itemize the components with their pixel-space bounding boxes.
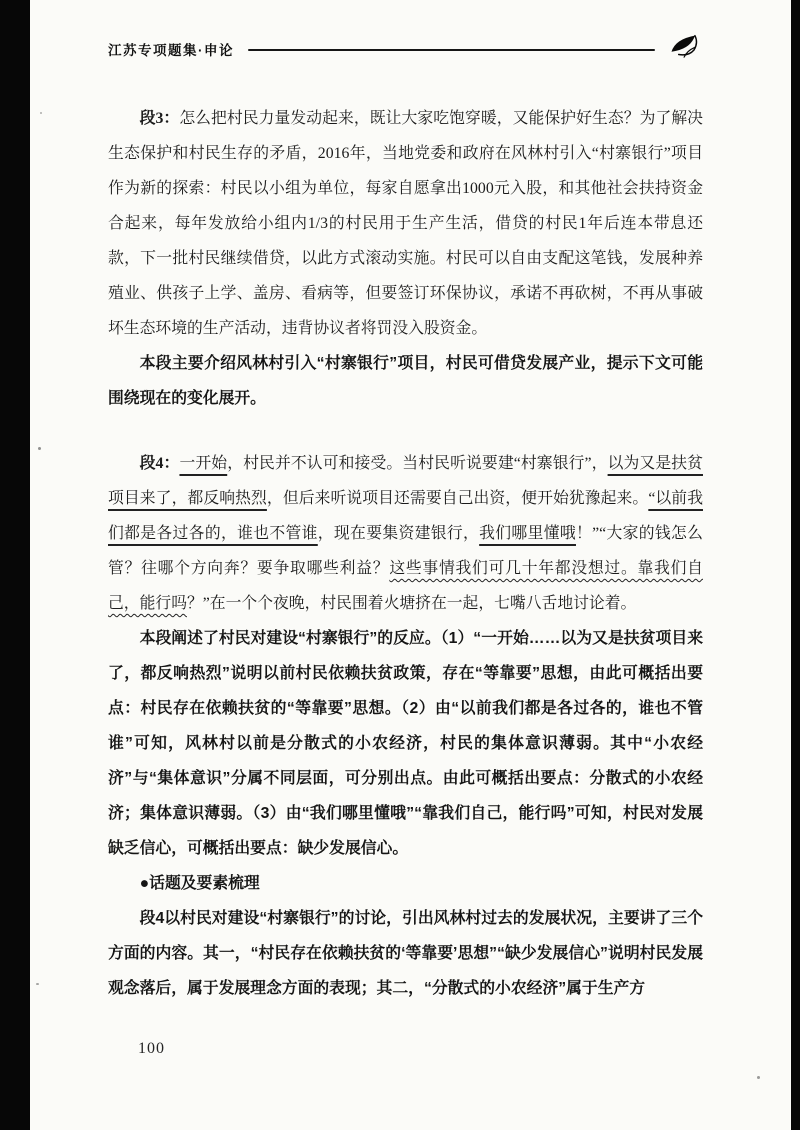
duan4-segment-underlined: 以为又是扶贫项目来了，都反响热烈 — [108, 455, 703, 507]
duan4-segment: ？”在一个个夜晚，村民围着火塘挤在一起，七嘴八舌地讨论着。 — [187, 595, 637, 612]
paragraph-duan4 — [108, 446, 703, 621]
paragraph-summary — [108, 901, 703, 1006]
summary-text: 段4以村民对建设“村寨银行”的讨论，引出风林村过去的发展状况，主要讲了三个方面的内容。其一，“村民存在依赖扶贫的‘等靠要’思想”“缺少发展信心”说明村民发展观念落后，属于发展理念方面的表现；其二，“分散式的小农经济”属于生产方 — [108, 910, 703, 997]
scan-speck — [757, 1076, 760, 1079]
duan4-analysis-text: 本段阐述了村民对建设“村寨银行”的反应。（1）“一开始……以为又是扶贫项目来了，都反响热烈”说明以前村民依赖扶贫政策，存在“等靠要”思想，由此可概括出要点：村民存在依赖扶贫的“等靠要”思想。（2）由“以前我们都是各过各的，谁也不管谁”可知，风林村以前是分散式的小农经济，村民的集体意识薄弱。其中“小农经济”与“集体意识”分属不同层面，可分别出点。由此可概括出要点：分散式的小农经济；集体意识薄弱。（3）由“我们哪里懂哦”“靠我们自己，能行吗”可知，村民对发展缺乏信心，可概括出要点：缺少发展信心。 — [108, 630, 703, 857]
paragraph-duan3 — [108, 101, 703, 346]
bullet-heading — [108, 866, 703, 901]
duan4-segment-wavy-underlined: 这些事情我们可几十年都没想过。靠我们自己，能行吗 — [108, 560, 703, 612]
page-body — [108, 101, 703, 1006]
leaf-icon — [667, 32, 703, 59]
page-header — [108, 38, 703, 59]
duan4-segment: ，但后来听说项目还需要自己出资，便开始犹豫起来。 — [266, 490, 649, 507]
duan4-segment-underlined: 我们哪里懂哦 — [479, 525, 576, 542]
duan3-analysis-text: 本段主要介绍风林村引入“村寨银行”项目，村民可借贷发展产业，提示下文可能围绕现在的变化展开。 — [108, 355, 703, 407]
duan4-segment: ！”“大家的钱怎么管？往哪个方向奔？要争取哪些利益？ — [108, 525, 703, 577]
bullet-icon: ● — [139, 875, 150, 892]
page-number: 100 — [138, 1040, 165, 1057]
page — [30, 0, 791, 1130]
scan-speck — [38, 447, 41, 450]
duan3-label: 段3： — [139, 110, 180, 127]
scan-speck — [36, 983, 39, 985]
paragraph-duan4-analysis — [108, 621, 703, 866]
scan-edge-right — [791, 0, 800, 1130]
duan4-segment-underlined: “以前我们都是各过各的，谁也不管谁 — [108, 490, 703, 542]
duan4-segment: ，现在要集资建银行， — [317, 525, 480, 542]
bullet-heading-text: 话题及要素梳理 — [149, 875, 260, 892]
duan4-segment-underlined: 一开始 — [179, 455, 228, 472]
duan4-label: 段4： — [139, 455, 180, 472]
duan3-text: 怎么把村民力量发动起来，既让大家吃饱穿暖，又能保护好生态？为了解决生态保护和村民生存的矛盾，2016年，当地党委和政府在风林村引入“村寨银行”项目作为新的探索：村民以小组为单位，每家自愿拿出1000元入股，和其他社会扶持资金合起来，每年发放给小组内1/3的村民用于生产生活，借贷的村民1年后连本带息还款，下一批村民继续借贷，以此方式滚动实施。村民可以自由支配这笔钱，发展种养殖业、供孩子上学、盖房、看病等，但要签订环保协议，承诺不再砍树，不再从事破坏生态环境的生产活动，违背协议者将罚没入股资金。 — [108, 110, 703, 337]
scan-speck — [40, 112, 42, 114]
duan4-segment: ，村民并不认可和接受。当村民听说要建“村寨银行”， — [227, 455, 608, 472]
paragraph-duan3-analysis — [108, 346, 703, 416]
book-title: 江苏专项题集·申论 — [108, 42, 234, 58]
header-rule — [248, 49, 655, 51]
scan-edge-left — [0, 0, 30, 1130]
